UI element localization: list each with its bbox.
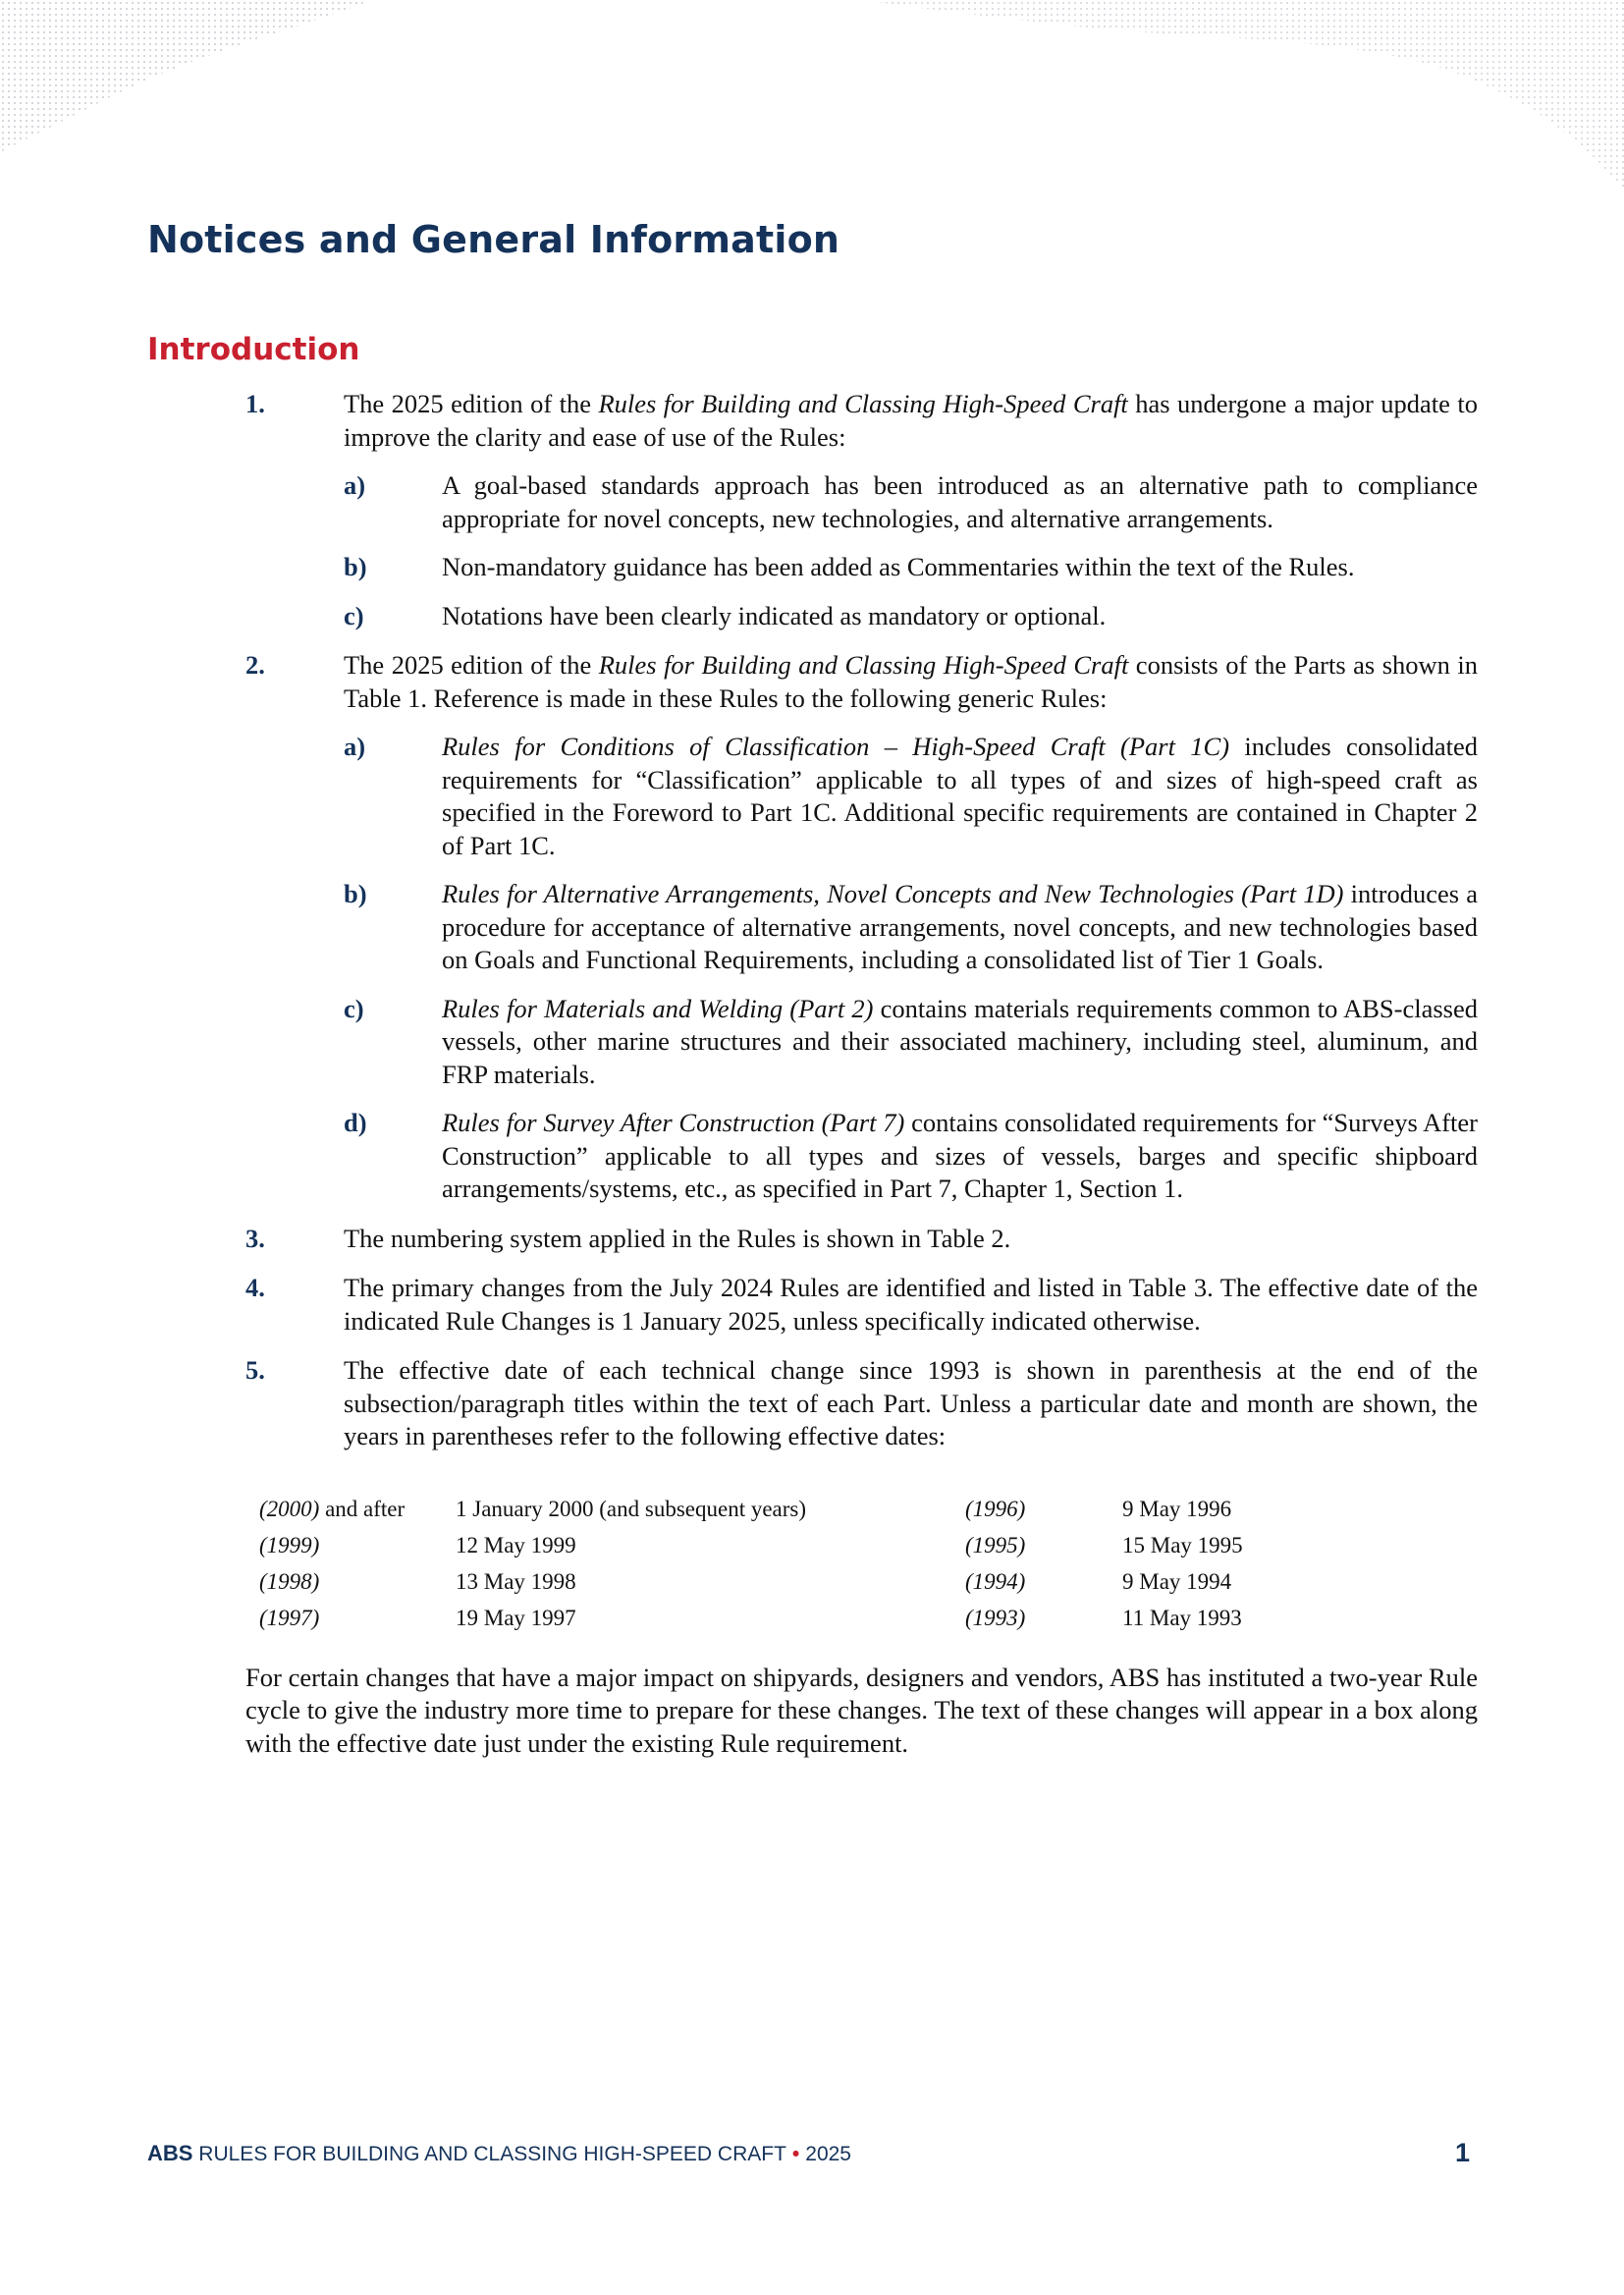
sub-item-text <box>442 1107 1478 1206</box>
sub-item-letter: c) <box>344 600 364 630</box>
sub-item <box>344 551 1478 584</box>
year-cell <box>259 1563 456 1600</box>
year-label: (1994) <box>965 1568 1026 1594</box>
sub-item-text <box>442 469 1478 535</box>
date-cell: 12 May 1999 <box>456 1532 576 1557</box>
year-suffix: and after <box>319 1496 406 1521</box>
text-run: Non-mandatory guidance has been added as Commentaries within the text of the Rules. <box>442 552 1355 581</box>
sub-item-letter: a) <box>344 732 366 761</box>
rule-title-italic: Rules for Building and Classing High-Speed Craft <box>598 650 1129 680</box>
rule-title-italic: Rules for Building and Classing High-Speed Craft <box>598 389 1128 418</box>
text-run: The effective date of each technical change since 1993 is shown in parenthesis at the end of the subsection/paragraph titles within the text of each Part. Unless a particular date and month are shown, the years in parentheses refer to the following effective dates: <box>344 1355 1478 1450</box>
year-label: (1999) <box>259 1532 320 1557</box>
page-title: Notices and General Information <box>147 218 840 261</box>
sub-item <box>344 469 1478 535</box>
section-title: Introduction <box>147 332 360 367</box>
footer-brand: ABS <box>147 2141 193 2165</box>
date-cell: 11 May 1993 <box>1122 1605 1242 1630</box>
sub-item-text <box>442 600 1478 633</box>
year-label: (1998) <box>259 1568 320 1594</box>
list-item <box>245 1223 1478 1256</box>
text-run: The 2025 edition of the <box>344 389 599 418</box>
sub-item-letter: d) <box>344 1108 367 1137</box>
year-cell <box>259 1600 456 1636</box>
text-run: has undergone a major update to improve the clarity and ease of use of the Rules: <box>344 389 1478 452</box>
date-cell: 13 May 1998 <box>456 1568 576 1594</box>
date-cell: 9 May 1996 <box>1122 1496 1232 1521</box>
sub-item <box>344 878 1478 977</box>
item-number: 2. <box>245 650 265 680</box>
table-row <box>259 1527 1279 1563</box>
page-number: 1 <box>1454 2138 1470 2167</box>
sub-item-letter: a) <box>344 470 366 500</box>
sub-item-text <box>442 551 1478 584</box>
text-run: The primary changes from the July 2024 Rules are identified and listed in Table 3. The effective date of the indicated Rule Changes is 1 January 2025, unless specifically indicated otherwise. <box>344 1273 1478 1336</box>
sub-item <box>344 993 1478 1092</box>
footer-doc-title: RULES FOR BUILDING AND CLASSING HIGH-SPEED CRAFT <box>198 2143 786 2165</box>
year-label: (1993) <box>965 1605 1026 1630</box>
year-label: (1997) <box>259 1605 320 1630</box>
year-cell <box>965 1600 1122 1636</box>
text-run: A goal-based standards approach has been introduced as an alternative path to compliance appropriate for novel concepts, new technologies, and alternative arrangements. <box>442 470 1478 533</box>
year-label: (2000) <box>259 1496 320 1521</box>
footer-title <box>147 2141 851 2166</box>
list-item <box>245 388 1478 632</box>
year-label: (1995) <box>965 1532 1026 1557</box>
numbered-list <box>245 388 1478 1453</box>
date-cell: 9 May 1994 <box>1122 1568 1232 1594</box>
item-number: 1. <box>245 389 265 418</box>
closing-paragraph: For certain changes that have a major impact on shipyards, designers and vendors, ABS has instituted a two-year Rule cycle to give the industry more time to prepare for these changes. The text of these changes will appear in a box along with the effective date just under the existing Rule requirement. <box>245 1662 1478 1758</box>
sub-item <box>344 1107 1478 1206</box>
footer-separator: • <box>791 2143 800 2165</box>
item-paragraph <box>344 649 1478 715</box>
sub-item-text <box>442 993 1478 1092</box>
sub-item <box>344 731 1478 862</box>
year-cell <box>259 1527 456 1563</box>
rule-title-italic: Rules for Conditions of Classification – High-Speed Craft (Part 1C) <box>442 732 1230 761</box>
sub-item-letter: b) <box>344 552 367 581</box>
text-run: includes consolidated requirements for “Classification” applicable to all types of and sizes of high-speed craft as specified in the Foreword to Part 1C. Additional specific requirements are contained in Chapter 2 of Part 1C. <box>442 732 1478 860</box>
rule-title-italic: Rules for Alternative Arrangements, Novel Concepts and New Technologies (Part 1D) <box>442 879 1344 908</box>
text-run: contains consolidated requirements for “Surveys After Construction” applicable to all types and sizes of vessels, barges and specific shipboard arrangements/systems, etc., as specified in Part 7, Chapter 1, Section 1. <box>442 1108 1478 1203</box>
item-paragraph <box>344 1354 1478 1453</box>
year-label: (1996) <box>965 1496 1026 1521</box>
item-number: 4. <box>245 1273 265 1302</box>
date-cell: 19 May 1997 <box>456 1605 576 1630</box>
date-cell: 15 May 1995 <box>1122 1532 1243 1557</box>
sub-item-letter: c) <box>344 993 364 1023</box>
list-item <box>245 1354 1478 1453</box>
sub-list <box>344 731 1478 1206</box>
list-item <box>245 1272 1478 1338</box>
header-dot-pattern <box>0 0 1624 196</box>
text-run: consists of the Parts as shown in Table 1. Reference is made in these Rules to the following generic Rules: <box>344 650 1479 713</box>
rule-title-italic: Rules for Survey After Construction (Part 7) <box>442 1108 905 1137</box>
text-run: The 2025 edition of the <box>344 650 599 680</box>
year-cell <box>965 1491 1122 1527</box>
item-paragraph <box>344 388 1478 454</box>
date-cell: 1 January 2000 (and subsequent years) <box>456 1496 807 1521</box>
text-run: The numbering system applied in the Rules is shown in Table 2. <box>344 1223 1011 1253</box>
text-run: introduces a procedure for acceptance of alternative arrangements, novel concepts, and new technologies based on Goals and Functional Requirements, including a consolidated list of Tier 1 Goals. <box>442 879 1478 974</box>
document-body <box>245 388 1478 1786</box>
text-run: Notations have been clearly indicated as mandatory or optional. <box>442 600 1107 630</box>
item-paragraph <box>344 1272 1478 1338</box>
year-cell <box>965 1527 1122 1563</box>
sub-item <box>344 600 1478 633</box>
effective-dates-table <box>259 1491 1279 1636</box>
year-cell <box>965 1563 1122 1600</box>
table-row <box>259 1563 1279 1600</box>
table-row <box>259 1491 1279 1527</box>
text-run: contains materials requirements common to ABS-classed vessels, other marine structures and their associated machinery, including steel, aluminum, and FRP materials. <box>442 993 1478 1089</box>
list-item <box>245 649 1478 1206</box>
table-row <box>259 1600 1279 1636</box>
footer-year: 2025 <box>805 2143 851 2165</box>
sub-item-text <box>442 878 1478 977</box>
sub-item-letter: b) <box>344 879 367 908</box>
sub-item-text <box>442 731 1478 862</box>
item-number: 5. <box>245 1355 265 1385</box>
item-paragraph <box>344 1223 1478 1256</box>
item-number: 3. <box>245 1223 265 1253</box>
rule-title-italic: Rules for Materials and Welding (Part 2) <box>442 993 874 1023</box>
sub-list <box>344 469 1478 632</box>
year-cell <box>259 1491 456 1527</box>
